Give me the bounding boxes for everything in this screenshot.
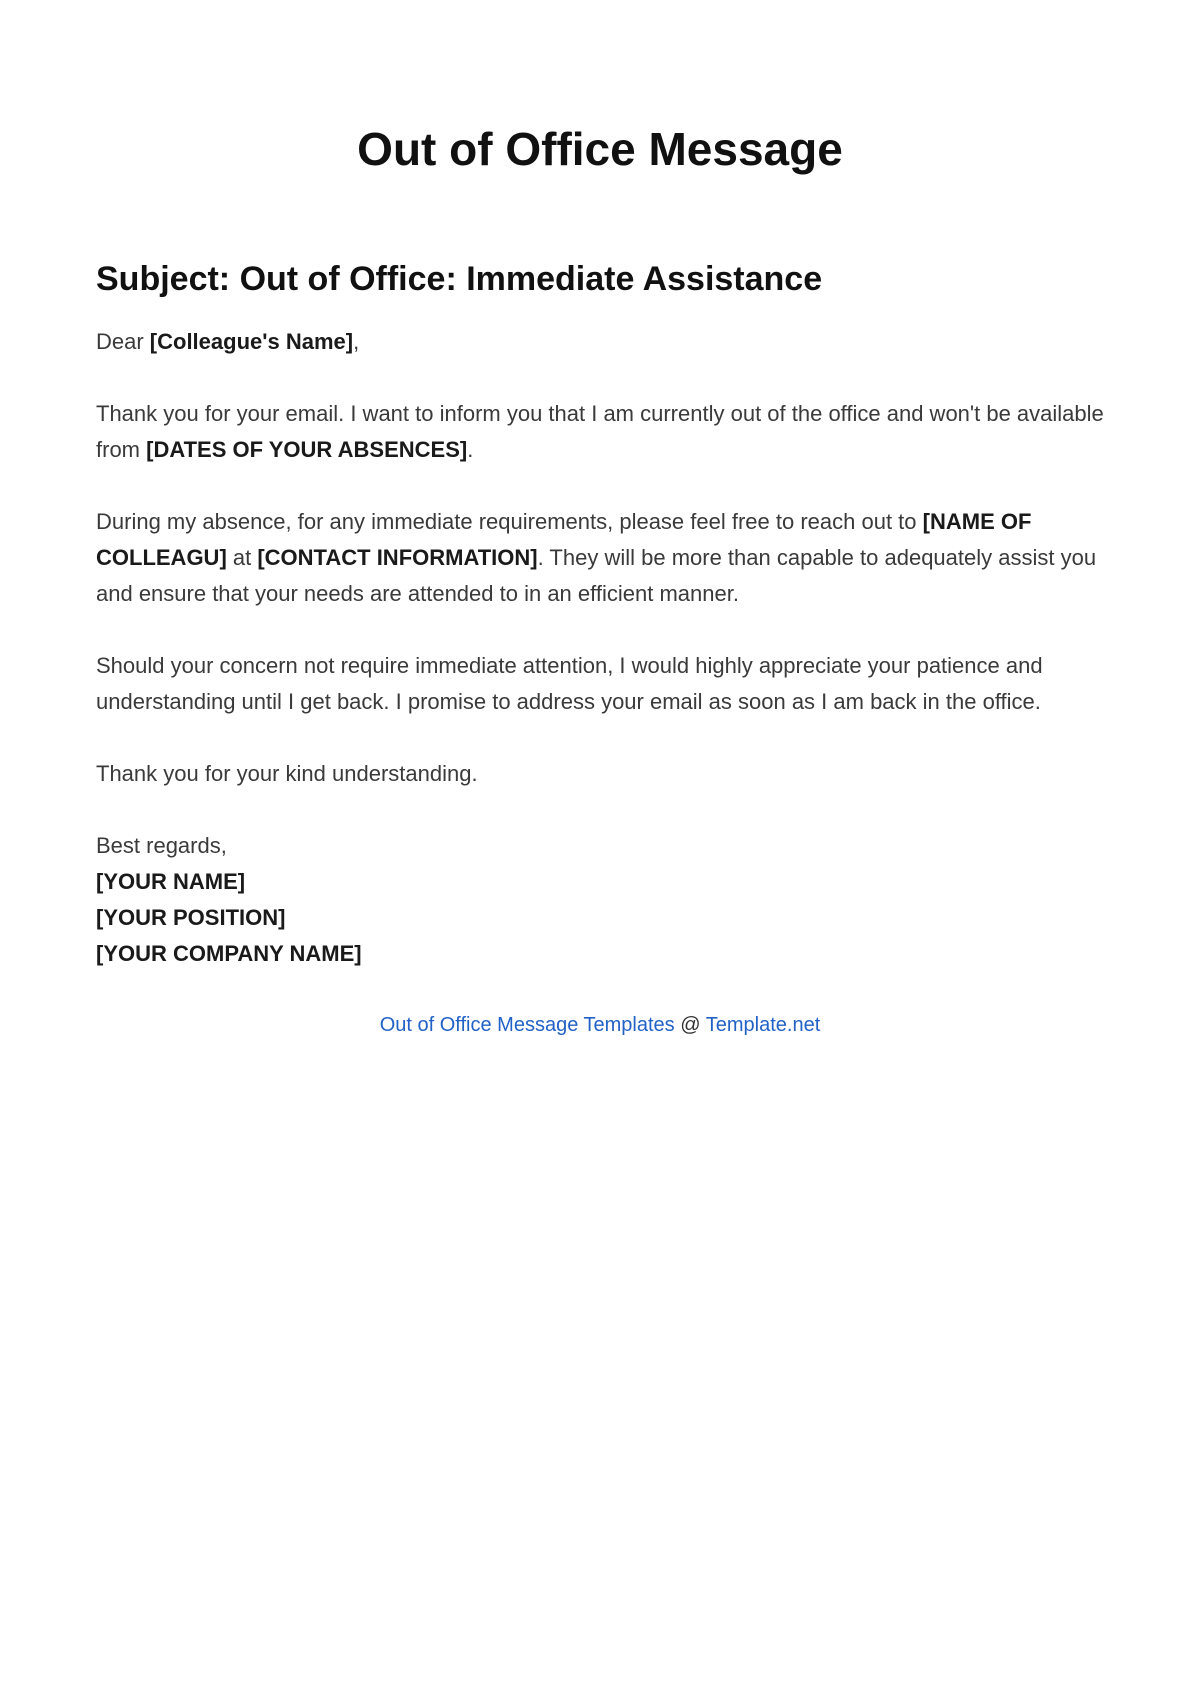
greeting: [96, 324, 1104, 360]
colleague-name-placeholder: [NAME OF COLLEAGU]: [96, 509, 1032, 570]
absence-dates-placeholder: [DATES OF YOUR ABSENCES]: [146, 437, 468, 462]
email-subject: Subject: Out of Office: Immediate Assistance: [96, 260, 823, 298]
paragraph-contact-text-a: During my absence, for any immediate requirements, please feel free to reach out to: [96, 509, 923, 534]
your-name-placeholder: [YOUR NAME]: [96, 869, 246, 894]
paragraph-patience: Should your concern not require immediate attention, I would highly appreciate your patience and understanding until I get back. I promise to address your email as soon as I am back in the office.: [96, 653, 1043, 714]
footer-attribution: [96, 1010, 1104, 1040]
paragraph-contact: [96, 504, 1104, 612]
paragraph-absence-end: .: [467, 437, 474, 462]
greeting-colleague-placeholder: [Colleague's Name]: [149, 329, 354, 354]
your-position-placeholder: [YOUR POSITION]: [96, 905, 286, 930]
email-body: [96, 324, 1104, 972]
greeting-prefix: Dear: [96, 329, 150, 354]
paragraph-absence-text: Thank you for your email. I want to inform you that I am currently out of the office and won't be available from: [96, 401, 1104, 462]
your-company-placeholder: [YOUR COMPANY NAME]: [96, 941, 362, 966]
templates-link[interactable]: Out of Office Message Templates: [379, 1014, 675, 1036]
paragraph-contact-text-c: . They will be more than capable to adequately assist you and ensure that your needs are attended to in an efficient manner.: [96, 545, 1097, 606]
template-net-link[interactable]: Template.net: [705, 1014, 821, 1036]
contact-information-placeholder: [CONTACT INFORMATION]: [257, 545, 538, 570]
signoff-block: [96, 828, 1104, 972]
footer-separator: @: [674, 1014, 706, 1036]
paragraph-absence: [96, 396, 1104, 468]
document-title: Out of Office Message: [357, 123, 843, 175]
greeting-suffix: ,: [353, 329, 360, 354]
paragraph-contact-text-b: at: [226, 545, 258, 570]
paragraph-thanks: Thank you for your kind understanding.: [96, 761, 478, 786]
closing-line: Best regards,: [96, 833, 227, 858]
